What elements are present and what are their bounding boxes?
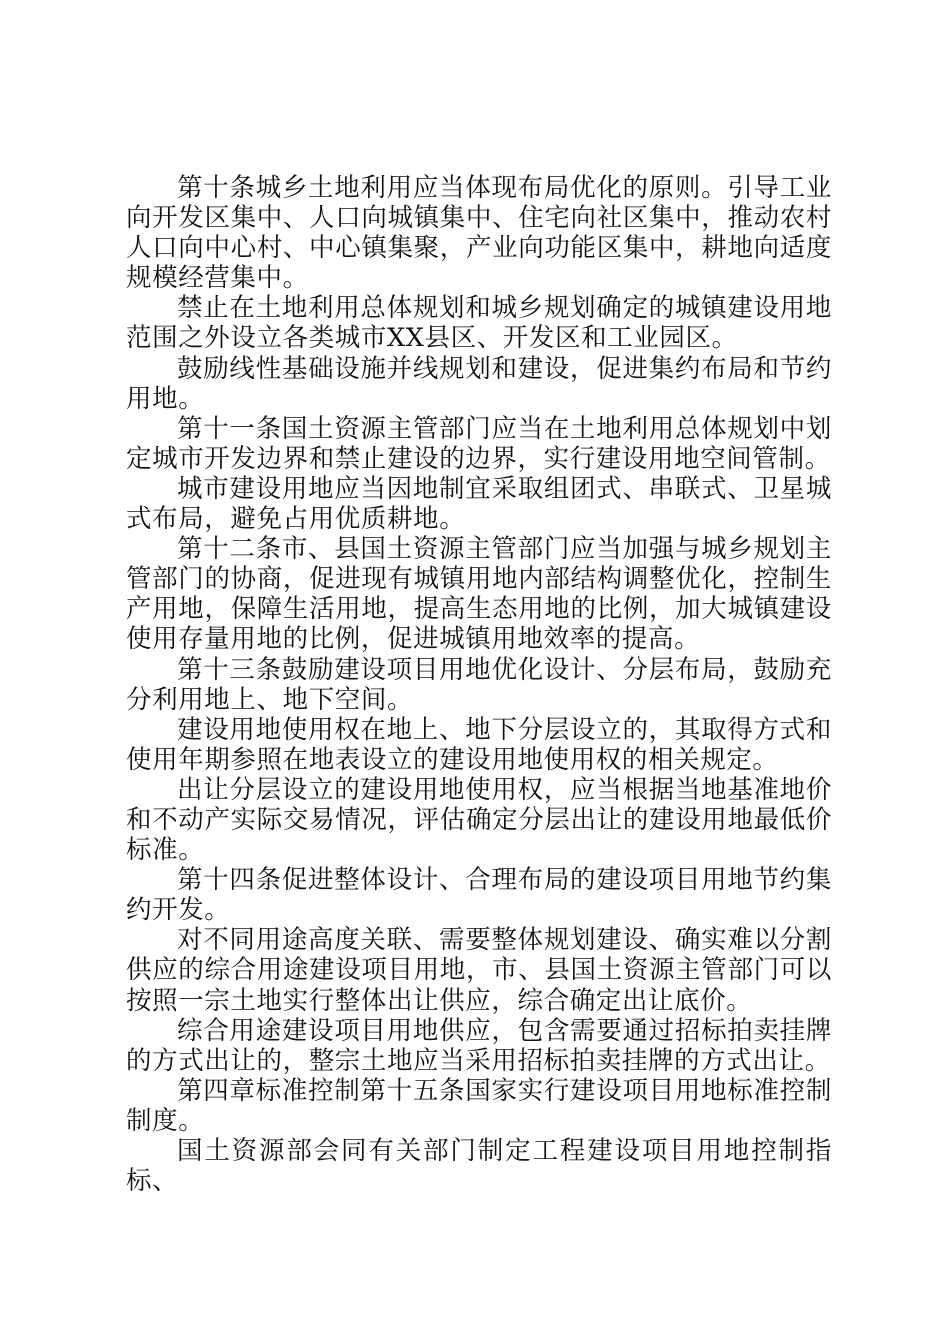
paragraph-article-13: 第十三条鼓励建设项目用地优化设计、分层布局，鼓励充分利用地上、地下空间。 [126,654,832,715]
paragraph-layered-rights: 建设用地使用权在地上、地下分层设立的，其取得方式和使用年期参照在地表设立的建设用地使用权的相关规定。 [126,714,832,775]
paragraph-article-14: 第十四条促进整体设计、合理布局的建设项目用地节约集约开发。 [126,865,832,926]
paragraph-control-indicators: 国土资源部会同有关部门制定工程建设项目用地控制指标、 [126,1136,832,1197]
paragraph-integrated-supply: 对不同用途高度关联、需要整体规划建设、确实难以分割供应的综合用途建设项目用地，市、县国土资源主管部门可以按照一宗土地实行整体出让供应，综合确定出让底价。 [126,925,832,1016]
paragraph-chapter-4-article-15: 第四章标准控制第十五条国家实行建设项目用地标准控制制度。 [126,1075,832,1136]
paragraph-prohibition: 禁止在土地利用总体规划和城乡规划确定的城镇建设用地范围之外设立各类城市XX县区、开发区和工业园区。 [126,293,832,354]
paragraph-article-11: 第十一条国土资源主管部门应当在土地利用总体规划中划定城市开发边界和禁止建设的边界，实行建设用地空间管制。 [126,413,832,474]
document-body [126,173,832,1196]
paragraph-layered-transfer: 出让分层设立的建设用地使用权，应当根据当地基准地价和不动产实际交易情况，评估确定分层出让的建设用地最低价标准。 [126,774,832,866]
paragraph-article-12: 第十二条市、县国土资源主管部门应当加强与城乡规划主管部门的协商，促进现有城镇用地内部结构调整优化，控制生产用地，保障生活用地，提高生态用地的比例，加大城镇建设使用存量用地的比例，促进城镇用地效率的提高。 [126,534,832,655]
paragraph-urban-layout: 城市建设用地应当因地制宜采取组团式、串联式、卫星城式布局，避免占用优质耕地。 [126,473,832,535]
paragraph-linear-infrastructure: 鼓励线性基础设施并线规划和建设，促进集约布局和节约用地。 [126,353,832,414]
paragraph-article-10: 第十条城乡土地利用应当体现布局优化的原则。引导工业向开发区集中、人口向城镇集中、住宅向社区集中，推动农村人口向中心村、中心镇集聚，产业向功能区集中，耕地向适度规模经营集中。 [126,173,832,294]
paragraph-auction-supply: 综合用途建设项目用地供应，包含需要通过招标拍卖挂牌的方式出让的，整宗土地应当采用招标拍卖挂牌的方式出让。 [126,1015,832,1076]
